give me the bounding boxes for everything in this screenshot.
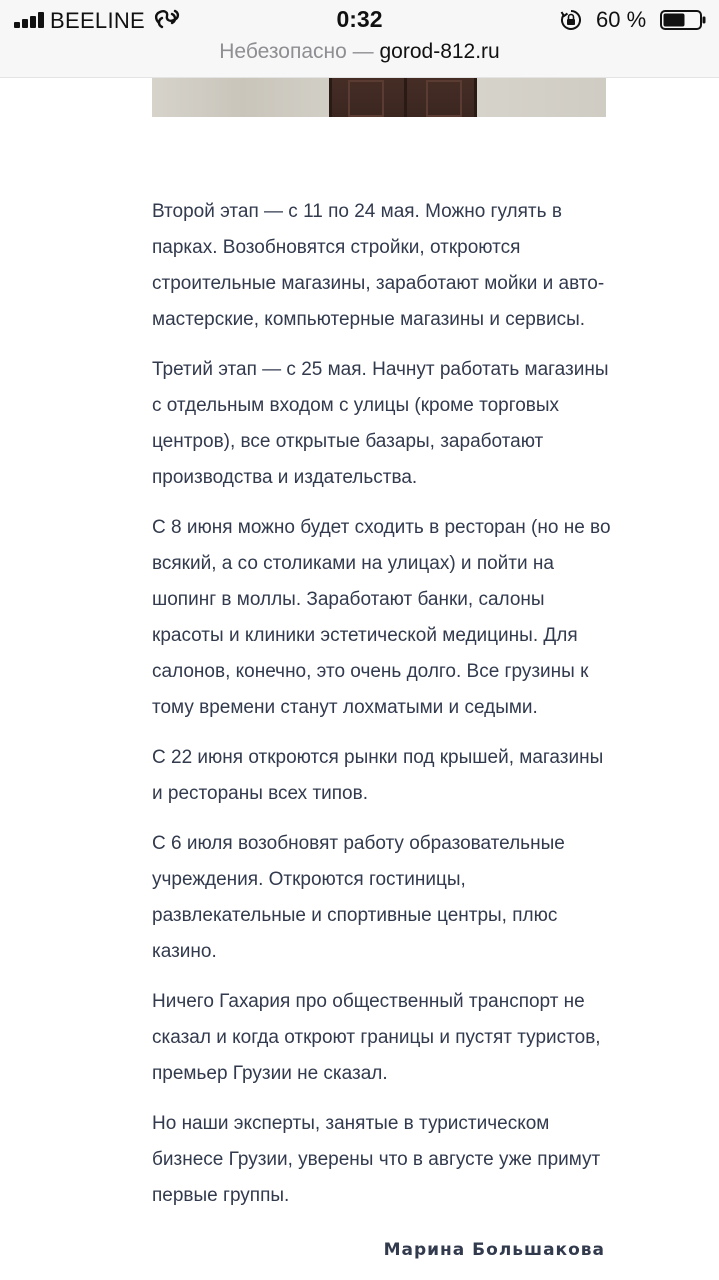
article-paragraph: С 8 июня можно будет сходить в ресторан (но не во всякий, а со столиками на улицах) и пойти на шопинг в моллы. Заработают банки, салоны красоты и клиники эстетической медицины. Для салонов, конечно, это очень долго. Все грузины к тому времени станут лохматыми и седыми. bbox=[152, 517, 611, 718]
article-paragraph: Но наши эксперты, занятые в туристическом бизнесе Грузии, уверены что в августе уже примут первые группы. bbox=[152, 1113, 601, 1206]
battery-percent: 60 % bbox=[596, 7, 647, 32]
article-body bbox=[152, 194, 612, 1228]
rotation-lock-icon bbox=[560, 9, 582, 31]
url-separator: — bbox=[352, 40, 380, 63]
author-name: Марина Большакова bbox=[383, 1240, 605, 1260]
status-bar bbox=[0, 0, 719, 40]
browser-top-bar bbox=[0, 0, 719, 78]
url-domain: gorod-812.ru bbox=[379, 40, 500, 63]
status-time: 0:32 bbox=[336, 6, 383, 32]
address-bar[interactable] bbox=[0, 40, 719, 70]
insecure-label: Небезопасно bbox=[219, 40, 347, 63]
carrier-name: BEELINE bbox=[50, 8, 146, 33]
article-paragraph: Третий этап — с 25 мая. Начнут работать магазины с отдельным входом с улицы (кроме торговых центров), все открытые базары, заработают производства и издательства. bbox=[152, 359, 609, 488]
article-paragraph: Второй этап — с 11 по 24 мая. Можно гулять в парках. Возобновятся стройки, откроются строительные магазины, заработают мойки и авто-мастерские, компьютерные магазины и сервисы. bbox=[152, 201, 605, 330]
article-paragraph: С 22 июня откроются рынки под крышей, магазины и рестораны всех типов. bbox=[152, 747, 604, 804]
battery-icon bbox=[660, 10, 706, 30]
article-paragraph: Ничего Гахария про общественный транспорт не сказал и когда откроют границы и пустят туристов, премьер Грузии не сказал. bbox=[152, 991, 601, 1084]
article-paragraph: С 6 июля возобновят работу образовательные учреждения. Откроются гостиницы, развлекательные и спортивные центры, плюс казино. bbox=[152, 833, 565, 962]
